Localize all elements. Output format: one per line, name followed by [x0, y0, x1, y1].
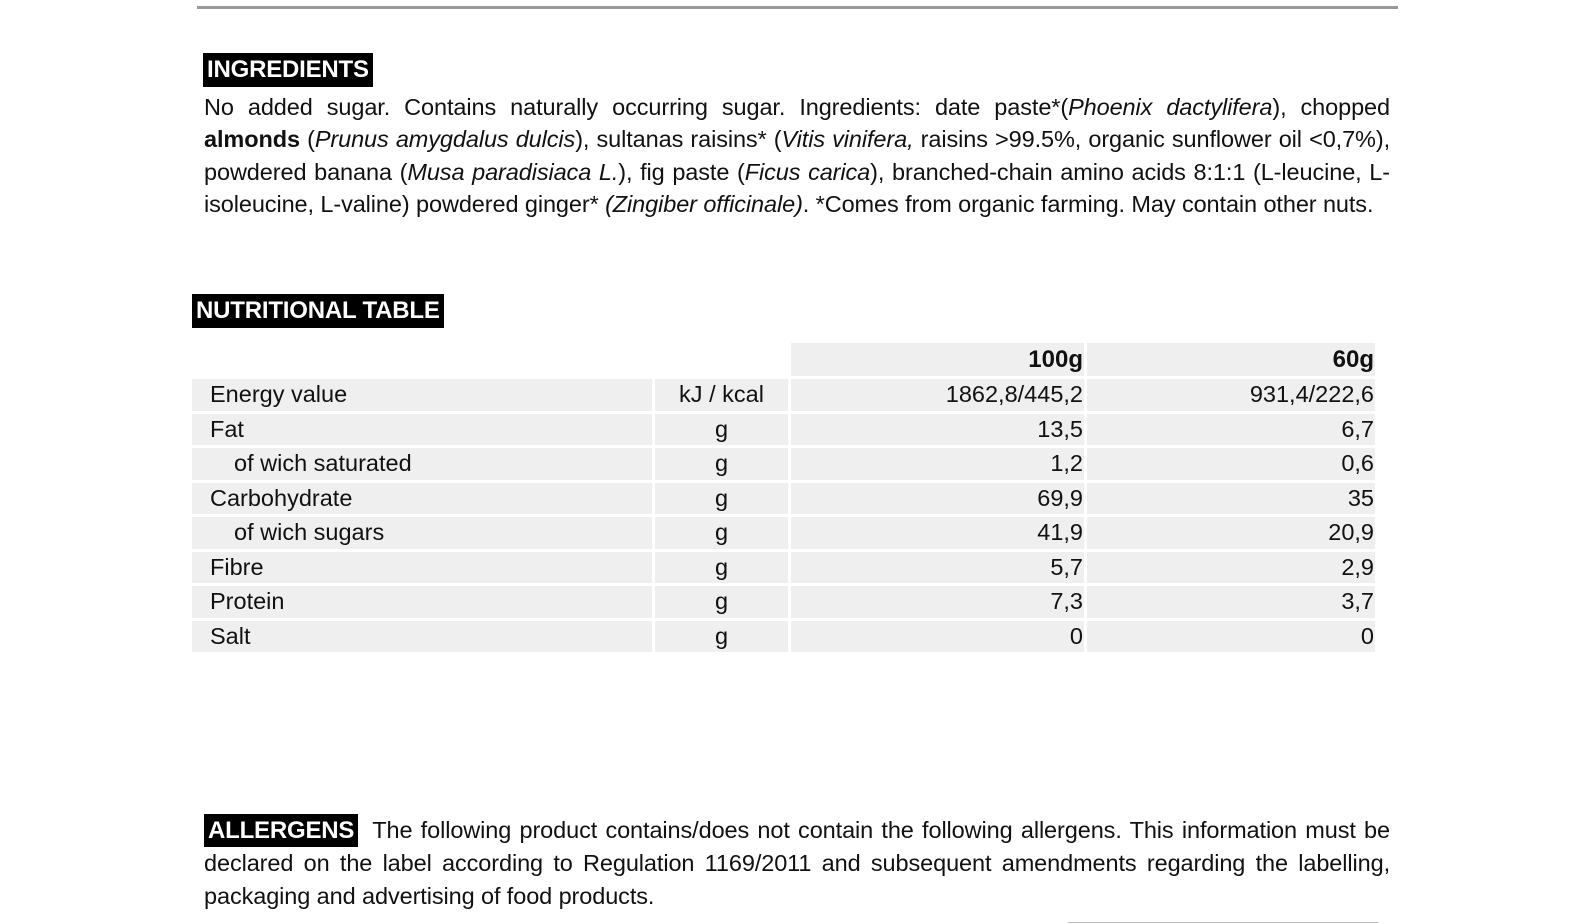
nutrient-name: of wich saturated [192, 448, 652, 480]
nutrient-unit: g [655, 621, 788, 653]
ingredients-heading: INGREDIENTS [203, 53, 373, 87]
table-row [192, 621, 1375, 653]
value-60g: 931,4/222,6 [1087, 379, 1375, 411]
value-100g: 1,2 [791, 448, 1084, 480]
ingredients-segment: . *Comes from organic farming. May contain other nuts. [802, 190, 1374, 217]
nutrient-name: Carbohydrate [192, 483, 652, 515]
value-60g: 0 [1087, 621, 1375, 653]
ingredients-segment: Prunus amygdalus dulcis [314, 126, 576, 153]
value-60g: 2,9 [1087, 552, 1375, 584]
table-row [192, 483, 1375, 515]
ingredients-segment: Musa paradisiaca L. [407, 158, 619, 185]
nutritional-table [189, 340, 1378, 655]
table-row [192, 379, 1375, 411]
nutrient-unit: g [655, 586, 788, 618]
ingredients-segment: ), fig paste ( [618, 158, 745, 185]
value-60g: 20,9 [1087, 517, 1375, 549]
ingredients-segment: Phoenix dactylifera [1068, 94, 1273, 120]
ingredients-text [204, 91, 1390, 220]
nutrient-name: Fibre [192, 552, 652, 584]
nutrient-unit: g [655, 517, 788, 549]
nutrient-unit: g [655, 448, 788, 480]
nutrient-name: Protein [192, 586, 652, 618]
nutrient-unit: g [655, 414, 788, 446]
table-row [192, 586, 1375, 618]
table-row [192, 552, 1375, 584]
nutritional-table-heading: NUTRITIONAL TABLE [192, 294, 444, 328]
ingredients-segment: ), sultanas raisins* ( [575, 126, 782, 153]
value-60g: 3,7 [1087, 586, 1375, 618]
value-100g: 1862,8/445,2 [791, 379, 1084, 411]
ingredients-segment: Vitis vinifera, [781, 126, 914, 153]
nutrient-name: Energy value [192, 379, 652, 411]
bottom-divider [1068, 922, 1378, 923]
nutrient-unit: g [655, 483, 788, 515]
ingredients-segment: raisins >99.5%, organic sunflower oil <0,7%), powdered banana ( [204, 126, 1391, 185]
value-60g: 35 [1087, 483, 1375, 515]
allergens-text: The following product contains/does not contain the following allergens. This information must be declared on the label according to Regulation 1169/2011 and subsequent amendments regarding the labelling, packaging and advertising of food products. [204, 817, 1390, 909]
value-100g: 5,7 [791, 552, 1084, 584]
nutrient-name: Salt [192, 621, 652, 653]
table-row [192, 517, 1375, 549]
table-header-row [192, 343, 1375, 376]
header-blank-unit [655, 343, 788, 376]
ingredients-segment: ), branched-chain amino acids 8:1:1 (L-leucine, L-isoleucine, L-valine) powdered ginger* [204, 158, 1390, 217]
value-100g: 41,9 [791, 517, 1084, 549]
allergens-heading: ALLERGENS [204, 814, 358, 847]
header-60g: 60g [1087, 343, 1375, 376]
nutrient-unit: g [655, 552, 788, 584]
table-row [192, 448, 1375, 480]
nutrient-unit: kJ / kcal [655, 379, 788, 411]
header-100g: 100g [791, 343, 1084, 376]
table-row [192, 414, 1375, 446]
top-divider [197, 6, 1398, 9]
value-100g: 69,9 [791, 483, 1084, 515]
ingredients-segment: (Zingiber officinale) [605, 190, 803, 217]
ingredients-segment: Ficus carica [744, 158, 871, 185]
value-100g: 0 [791, 621, 1084, 653]
nutrient-name: Fat [192, 414, 652, 446]
ingredients-segment: ( [299, 126, 315, 153]
nutrient-name: of wich sugars [192, 517, 652, 549]
value-60g: 0,6 [1087, 448, 1375, 480]
value-100g: 13,5 [791, 414, 1084, 446]
header-blank-name [192, 343, 652, 376]
value-100g: 7,3 [791, 586, 1084, 618]
ingredients-segment: almonds [204, 126, 300, 153]
ingredients-segment: ), chopped [1272, 94, 1390, 120]
ingredients-segment: No added sugar. Contains naturally occurring sugar. Ingredients: date paste*( [204, 94, 1069, 120]
allergens-paragraph [204, 814, 1390, 912]
value-60g: 6,7 [1087, 414, 1375, 446]
